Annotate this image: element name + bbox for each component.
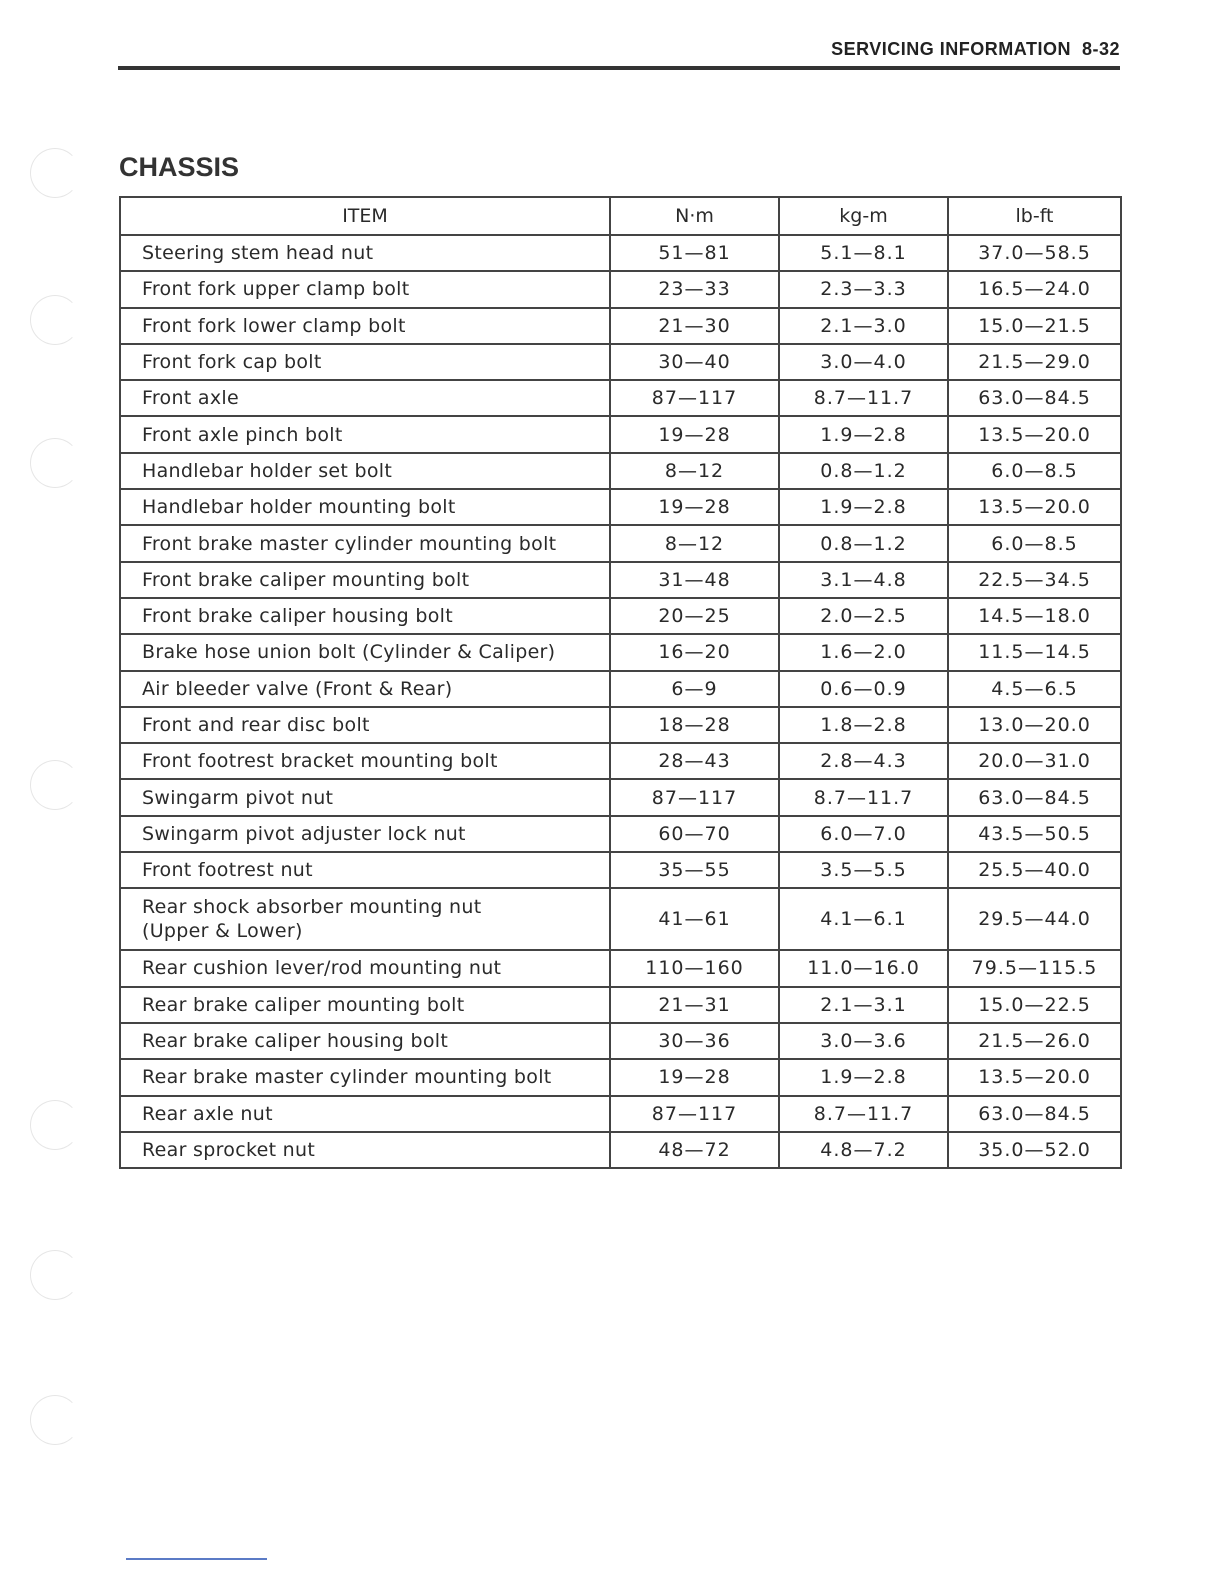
table-header-row — [120, 197, 1121, 235]
lbft-value-cell: 4.5—6.5 — [948, 671, 1121, 707]
kgm-value-cell: 8.7—11.7 — [779, 1096, 948, 1132]
item-cell — [120, 1059, 610, 1095]
lbft-value-cell: 11.5—14.5 — [948, 634, 1121, 670]
item-label: Front and rear disc bolt — [142, 714, 370, 736]
item-cell — [120, 271, 610, 307]
item-cell — [120, 634, 610, 670]
item-cell — [120, 525, 610, 561]
nm-value-cell: 87—117 — [610, 1096, 779, 1132]
item-label: Front fork cap bolt — [142, 351, 322, 374]
item-cell — [120, 816, 610, 852]
item-cell — [120, 344, 610, 380]
item-cell — [120, 562, 610, 598]
table-row — [120, 888, 1121, 950]
kgm-value-cell: 1.6—2.0 — [779, 634, 948, 670]
binder-hole-mark — [30, 760, 80, 810]
item-label: Air bleeder valve (Front & Rear) — [142, 677, 453, 700]
lbft-value-cell: 13.5—20.0 — [948, 489, 1121, 525]
lbft-value-cell: 6.0—8.5 — [948, 453, 1121, 489]
item-label: Front footrest bracket mounting bolt — [142, 750, 498, 773]
nm-value-cell: 30—36 — [610, 1023, 779, 1059]
kgm-value-cell: 1.9—2.8 — [779, 1059, 948, 1095]
item-label: Front brake caliper mounting bolt — [142, 568, 470, 591]
kgm-value-cell: 0.8—1.2 — [779, 453, 948, 489]
table-row — [120, 380, 1121, 416]
nm-value-cell: 41—61 — [610, 888, 779, 950]
torque-table-body — [120, 235, 1121, 1168]
item-cell — [120, 416, 610, 452]
kgm-value-cell: 3.5—5.5 — [779, 852, 948, 888]
item-label: Rear axle nut — [142, 1102, 273, 1125]
item-cell — [120, 1023, 610, 1059]
lbft-value-cell: 21.5—29.0 — [948, 344, 1121, 380]
lbft-value-cell: 35.0—52.0 — [948, 1132, 1121, 1168]
column-header-lbft: lb-ft — [948, 197, 1121, 235]
item-cell — [120, 743, 610, 779]
kgm-value-cell: 1.9—2.8 — [779, 416, 948, 452]
kgm-value-cell: 2.3—3.3 — [779, 271, 948, 307]
nm-value-cell: 20—25 — [610, 598, 779, 634]
lbft-value-cell: 37.0—58.5 — [948, 235, 1121, 271]
nm-value-cell: 19—28 — [610, 1059, 779, 1095]
nm-value-cell: 19—28 — [610, 489, 779, 525]
column-header-nm: N·m — [610, 197, 779, 235]
item-label: Front brake master cylinder mounting bolt — [142, 532, 557, 555]
item-label: Front axle pinch bolt — [142, 423, 343, 446]
nm-value-cell: 28—43 — [610, 743, 779, 779]
nm-value-cell: 8—12 — [610, 453, 779, 489]
binder-hole-mark — [30, 1100, 80, 1150]
item-cell — [120, 489, 610, 525]
table-row — [120, 598, 1121, 634]
lbft-value-cell: 13.0—20.0 — [948, 707, 1121, 743]
item-label: Front axle — [142, 387, 239, 410]
nm-value-cell: 18—28 — [610, 707, 779, 743]
binder-hole-mark — [30, 1250, 80, 1300]
table-row — [120, 1096, 1121, 1132]
page-number: 8-32 — [1081, 39, 1120, 59]
item-label: Rear brake master cylinder mounting bolt — [142, 1066, 552, 1089]
nm-value-cell: 87—117 — [610, 779, 779, 815]
kgm-value-cell: 0.8—1.2 — [779, 525, 948, 561]
binder-hole-mark — [30, 438, 80, 488]
lbft-value-cell: 63.0—84.5 — [948, 380, 1121, 416]
item-label-line2: (Upper & Lower) — [142, 920, 303, 943]
lbft-value-cell: 22.5—34.5 — [948, 562, 1121, 598]
nm-value-cell: 51—81 — [610, 235, 779, 271]
kgm-value-cell: 2.1—3.0 — [779, 308, 948, 344]
item-label: Rear sprocket nut — [142, 1138, 316, 1161]
table-row — [120, 852, 1121, 888]
table-row — [120, 344, 1121, 380]
nm-value-cell: 21—30 — [610, 308, 779, 344]
nm-value-cell: 19—28 — [610, 416, 779, 452]
item-cell — [120, 235, 610, 271]
nm-value-cell: 16—20 — [610, 634, 779, 670]
item-label: Rear cushion lever/rod mounting nut — [142, 957, 502, 980]
running-title: SERVICING INFORMATION — [831, 39, 1071, 59]
kgm-value-cell: 4.1—6.1 — [779, 888, 948, 950]
item-cell — [120, 779, 610, 815]
table-row — [120, 308, 1121, 344]
nm-value-cell: 35—55 — [610, 852, 779, 888]
nm-value-cell: 21—31 — [610, 987, 779, 1023]
lbft-value-cell: 29.5—44.0 — [948, 888, 1121, 950]
table-row — [120, 987, 1121, 1023]
column-header-kgm: kg-m — [779, 197, 948, 235]
item-label: Steering stem head nut — [142, 242, 374, 265]
nm-value-cell: 87—117 — [610, 380, 779, 416]
table-row — [120, 1023, 1121, 1059]
nm-value-cell: 23—33 — [610, 271, 779, 307]
table-row — [120, 416, 1121, 452]
kgm-value-cell: 1.8—2.8 — [779, 707, 948, 743]
binder-hole-mark — [30, 1395, 80, 1445]
table-row — [120, 525, 1121, 561]
table-row — [120, 743, 1121, 779]
nm-value-cell: 60—70 — [610, 816, 779, 852]
table-row — [120, 1132, 1121, 1168]
lbft-value-cell: 15.0—22.5 — [948, 987, 1121, 1023]
lbft-value-cell: 25.5—40.0 — [948, 852, 1121, 888]
table-row — [120, 816, 1121, 852]
item-label: Front brake caliper housing bolt — [142, 605, 453, 628]
item-label: Handlebar holder set bolt — [142, 459, 393, 482]
table-row — [120, 671, 1121, 707]
table-row — [120, 562, 1121, 598]
table-row — [120, 1059, 1121, 1095]
item-label: Handlebar holder mounting bolt — [142, 496, 456, 519]
nm-value-cell: 30—40 — [610, 344, 779, 380]
kgm-value-cell: 1.9—2.8 — [779, 489, 948, 525]
kgm-value-cell: 3.1—4.8 — [779, 562, 948, 598]
lbft-value-cell: 63.0—84.5 — [948, 779, 1121, 815]
nm-value-cell: 110—160 — [610, 950, 779, 986]
item-label: Brake hose union bolt (Cylinder & Caliper) — [142, 641, 556, 664]
item-label: Swingarm pivot adjuster lock nut — [142, 822, 466, 845]
lbft-value-cell: 20.0—31.0 — [948, 743, 1121, 779]
kgm-value-cell: 3.0—3.6 — [779, 1023, 948, 1059]
nm-value-cell: 8—12 — [610, 525, 779, 561]
torque-table — [119, 196, 1122, 1169]
running-header — [831, 39, 1120, 60]
item-cell — [120, 453, 610, 489]
lbft-value-cell: 6.0—8.5 — [948, 525, 1121, 561]
item-cell — [120, 671, 610, 707]
lbft-value-cell: 16.5—24.0 — [948, 271, 1121, 307]
table-row — [120, 707, 1121, 743]
footer-rule — [126, 1558, 267, 1560]
table-row — [120, 634, 1121, 670]
item-label: Swingarm pivot nut — [142, 786, 334, 809]
item-label: Rear brake caliper mounting bolt — [142, 993, 465, 1016]
item-cell — [120, 1096, 610, 1132]
item-cell — [120, 308, 610, 344]
table-row — [120, 453, 1121, 489]
lbft-value-cell: 14.5—18.0 — [948, 598, 1121, 634]
lbft-value-cell: 79.5—115.5 — [948, 950, 1121, 986]
item-label: Rear brake caliper housing bolt — [142, 1030, 449, 1053]
item-cell — [120, 598, 610, 634]
nm-value-cell: 6—9 — [610, 671, 779, 707]
table-row — [120, 489, 1121, 525]
item-cell — [120, 888, 610, 950]
lbft-value-cell: 15.0—21.5 — [948, 308, 1121, 344]
kgm-value-cell: 2.1—3.1 — [779, 987, 948, 1023]
page-header — [118, 36, 1120, 70]
lbft-value-cell: 13.5—20.0 — [948, 416, 1121, 452]
item-cell — [120, 950, 610, 986]
binder-hole-mark — [30, 295, 80, 345]
lbft-value-cell: 21.5—26.0 — [948, 1023, 1121, 1059]
lbft-value-cell: 43.5—50.5 — [948, 816, 1121, 852]
table-row — [120, 271, 1121, 307]
binder-hole-mark — [30, 148, 80, 198]
kgm-value-cell: 2.8—4.3 — [779, 743, 948, 779]
kgm-value-cell: 4.8—7.2 — [779, 1132, 948, 1168]
nm-value-cell: 48—72 — [610, 1132, 779, 1168]
item-cell — [120, 852, 610, 888]
kgm-value-cell: 6.0—7.0 — [779, 816, 948, 852]
kgm-value-cell: 8.7—11.7 — [779, 779, 948, 815]
kgm-value-cell: 2.0—2.5 — [779, 598, 948, 634]
lbft-value-cell: 13.5—20.0 — [948, 1059, 1121, 1095]
item-label: Front fork upper clamp bolt — [142, 278, 410, 301]
item-label: Rear shock absorber mounting nut — [142, 896, 482, 919]
table-row — [120, 235, 1121, 271]
kgm-value-cell: 8.7—11.7 — [779, 380, 948, 416]
item-cell — [120, 1132, 610, 1168]
item-label: Front footrest nut — [142, 859, 313, 882]
kgm-value-cell: 3.0—4.0 — [779, 344, 948, 380]
table-row — [120, 950, 1121, 986]
item-cell — [120, 380, 610, 416]
nm-value-cell: 31—48 — [610, 562, 779, 598]
item-cell — [120, 987, 610, 1023]
kgm-value-cell: 0.6—0.9 — [779, 671, 948, 707]
column-header-item: ITEM — [120, 197, 610, 235]
table-row — [120, 779, 1121, 815]
section-title: CHASSIS — [119, 152, 240, 182]
lbft-value-cell: 63.0—84.5 — [948, 1096, 1121, 1132]
item-label: Front fork lower clamp bolt — [142, 314, 406, 337]
kgm-value-cell: 11.0—16.0 — [779, 950, 948, 986]
kgm-value-cell: 5.1—8.1 — [779, 235, 948, 271]
item-cell — [120, 707, 610, 743]
